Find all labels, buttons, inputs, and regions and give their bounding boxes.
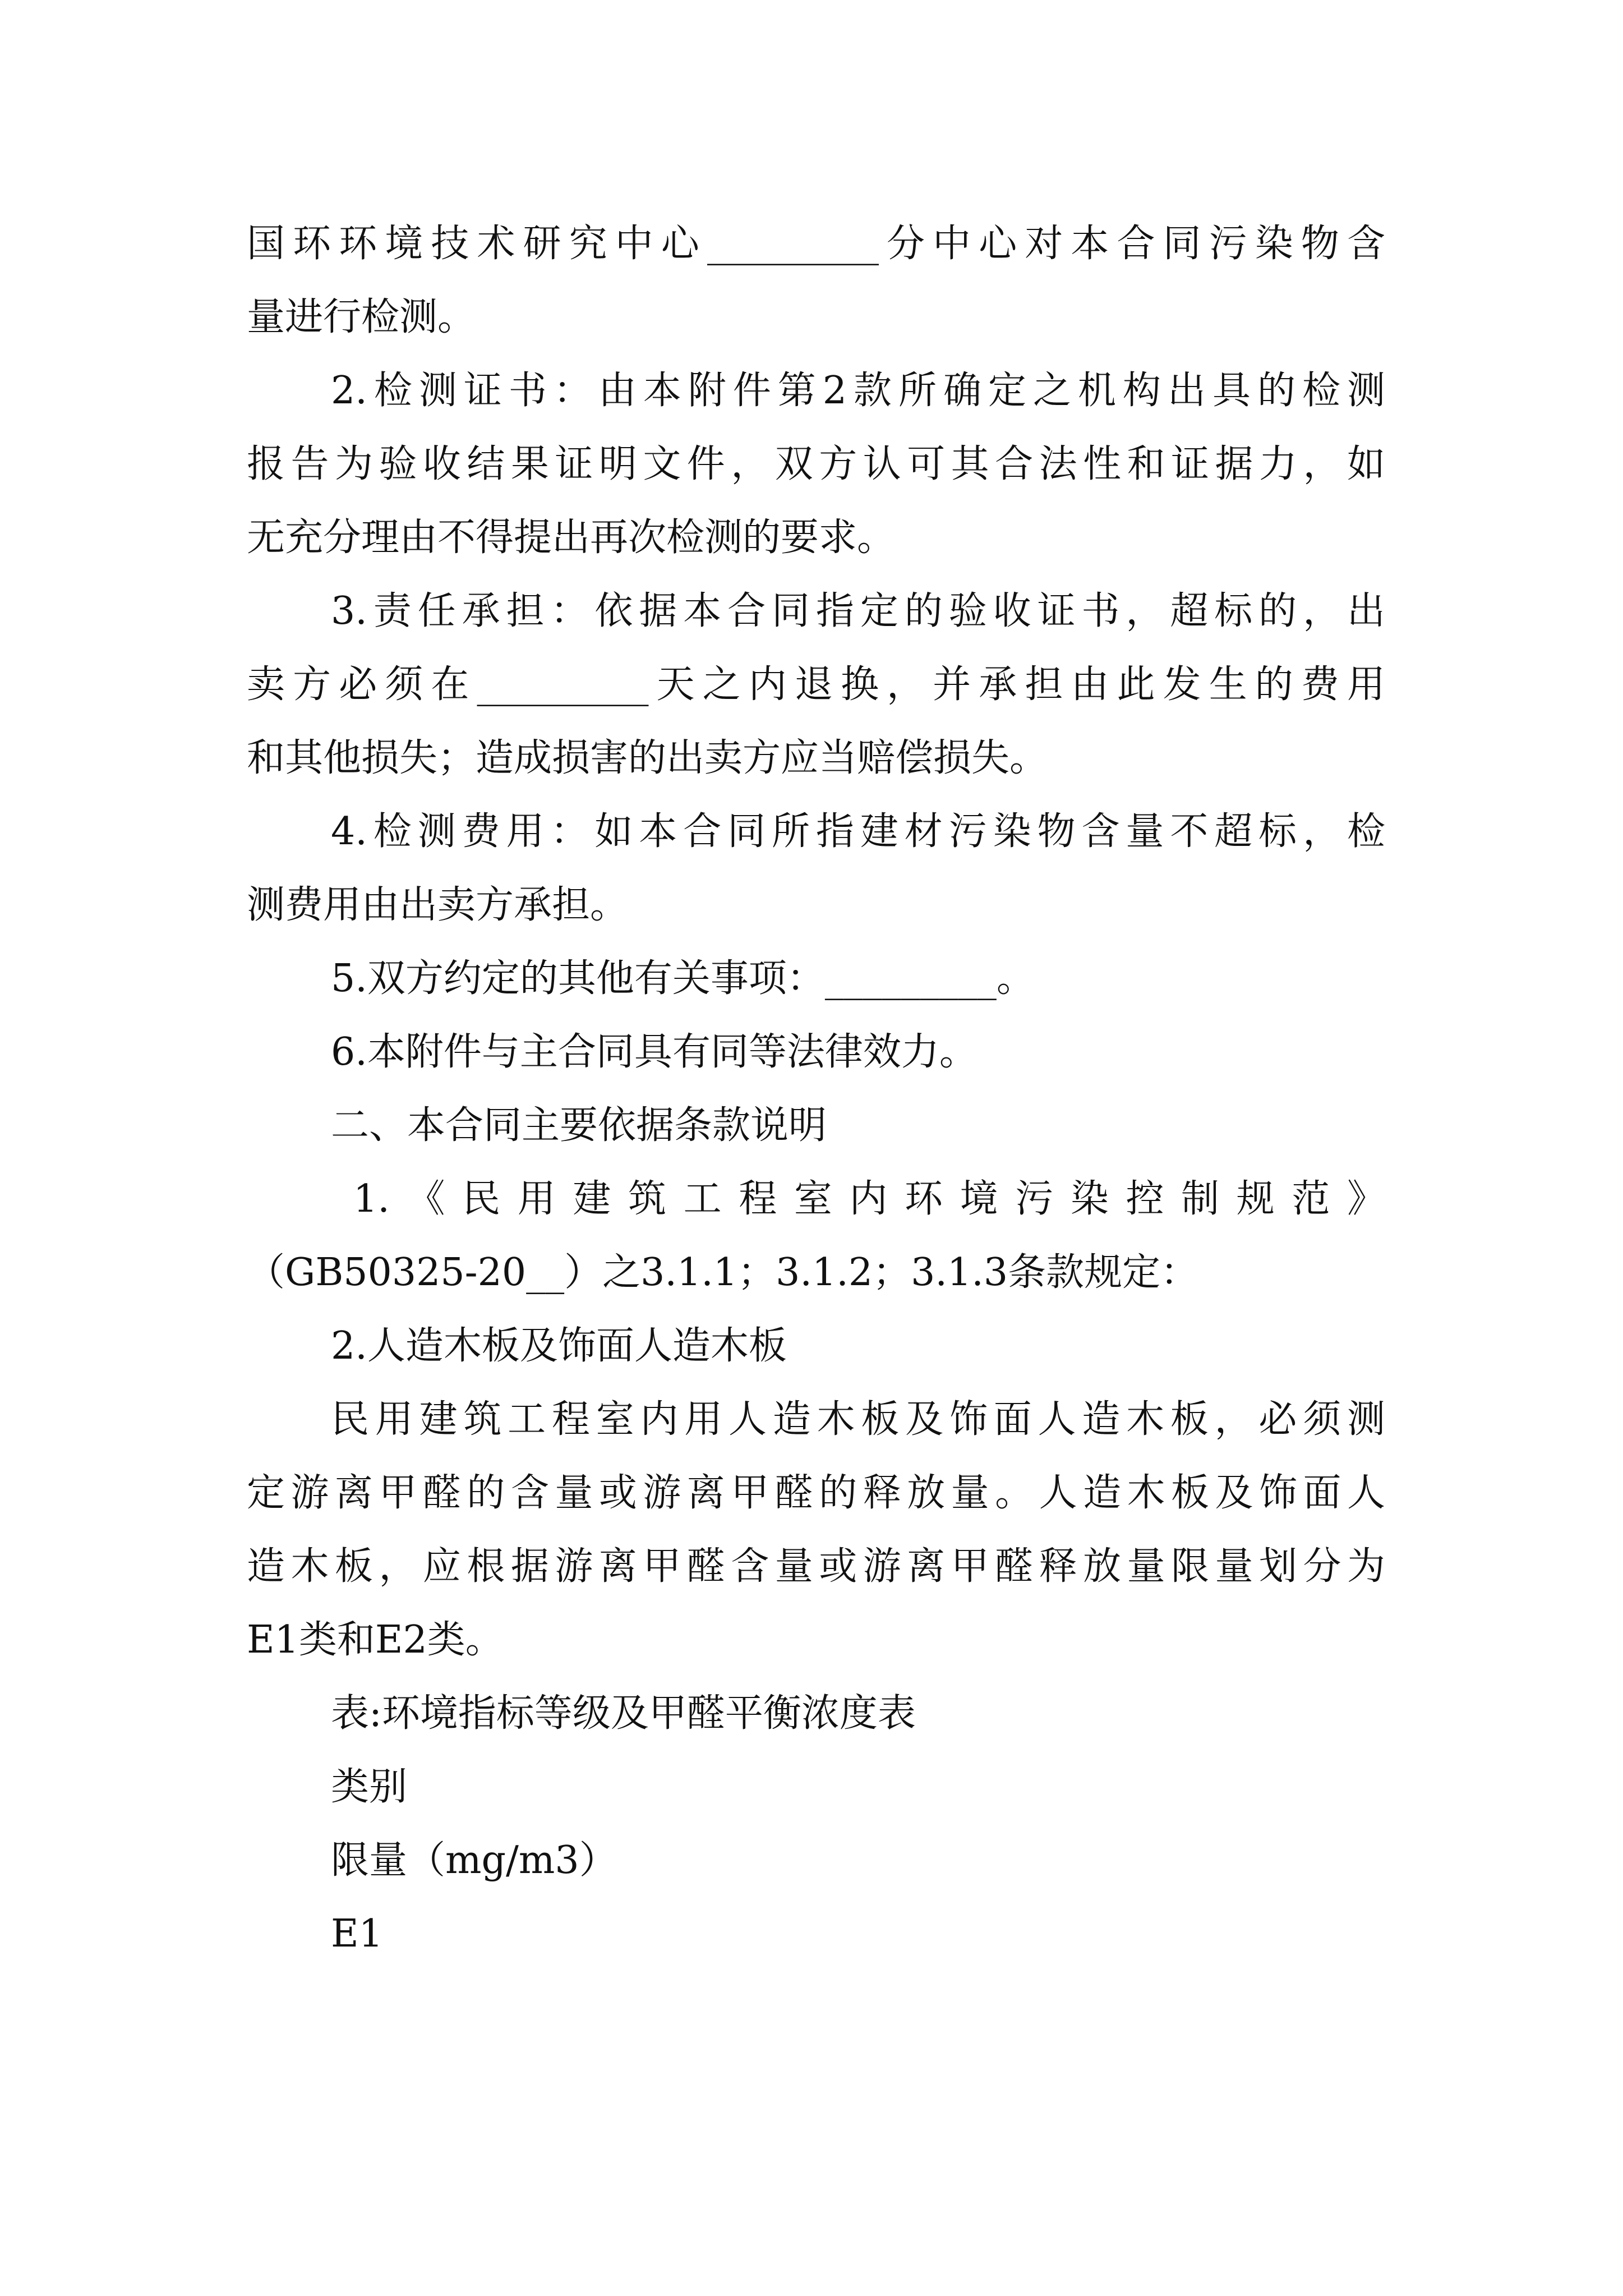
text-line: 2.检测证书：由本附件第2款所确定之机构出具的检测 — [331, 369, 1385, 413]
table-cell: 类别 — [331, 1765, 408, 1809]
text-line: 4.检测费用：如本合同所指建材污染物含量不超标，检 — [331, 809, 1385, 854]
text-line: 测费用由出卖方承担。 — [247, 883, 629, 927]
text-line: 国环环境技术研究中心_________分中心对本合同污染物含 — [247, 222, 1385, 266]
text-line: 定游离甲醛的含量或游离甲醛的释放量。人造木板及饰面人 — [247, 1471, 1385, 1515]
text-line: （GB50325-20__）之3.1.1；3.1.2；3.1.3条款规定： — [247, 1250, 1199, 1295]
text-line: 量进行检测。 — [247, 295, 476, 339]
table-cell: E1 — [331, 1912, 383, 1956]
text-line: E1类和E2类。 — [247, 1618, 504, 1662]
text-line: 6.本附件与主合同具有同等法律效力。 — [331, 1030, 978, 1074]
text-line: 1.《民用建筑工程室内环境污染控制规范》 — [353, 1177, 1385, 1221]
text-line: 和其他损失；造成损害的出卖方应当赔偿损失。 — [247, 736, 1048, 780]
text-line: 5.双方约定的其他有关事项：_________。 — [331, 956, 1035, 1001]
section-heading: 二、本合同主要依据条款说明 — [331, 1103, 827, 1148]
table-cell: 限量（mg/m3） — [331, 1838, 617, 1883]
text-line: 卖方必须在_________天之内退换，并承担由此发生的费用 — [247, 662, 1385, 707]
text-line: 2.人造木板及饰面人造木板 — [331, 1324, 787, 1368]
text-line: 无充分理由不得提出再次检测的要求。 — [247, 516, 896, 560]
text-line: 报告为验收结果证明文件，双方认可其合法性和证据力，如 — [247, 442, 1385, 486]
text-line: 造木板，应根据游离甲醛含量或游离甲醛释放量限量划分为 — [247, 1544, 1385, 1589]
table-caption: 表:环境指标等级及甲醛平衡浓度表 — [331, 1691, 916, 1736]
text-line: 民用建筑工程室内用人造木板及饰面人造木板，必须测 — [331, 1397, 1385, 1442]
text-line: 3.责任承担：依据本合同指定的验收证书，超标的，出 — [331, 589, 1385, 633]
